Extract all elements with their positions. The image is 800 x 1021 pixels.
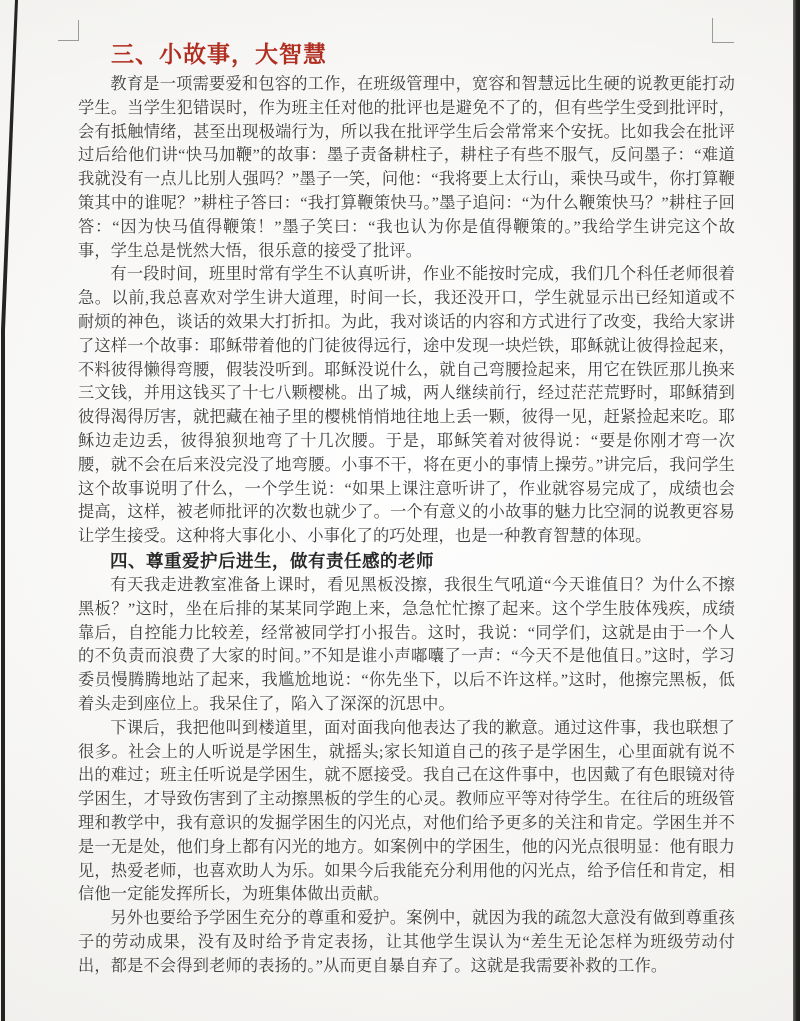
page-left-edge [0, 0, 24, 1021]
section-heading-4: 四、尊重爱护后进生，做有责任感的老师 [110, 550, 434, 571]
page-right-edge [793, 0, 800, 1021]
paragraph: 下课后，我把他叫到楼道里，面对面我向他表达了我的歉意。通过这件事，我也联想了很多。社会上的人听说是学困生，就摇头;家长知道自己的孩子是学困生，心里面就有说不出的难过；班主任听说是学困生，就不愿接受。我自己在这件事中，也因戴了有色眼镜对待学困生，才导致伤害到了主动擦黑板的学生的心灵。教师应平等对待学生。在往后的班级管理和教学中，我有意识的发掘学困生的闪光点，对他们给予更多的关注和肯定。学困生并不是一无是处，他们身上都有闪光的地方。如案例中的学困生，他的闪光点很明显：他有眼力见，热爱老师，也喜欢助人为乐。如果今后我能充分利用他的闪光点，给予信任和肯定，相信他一定能发挥所长，为班集体做出贡献。 [78, 718, 735, 904]
section-heading-3: 三、小故事，大智慧 [111, 42, 327, 67]
paragraph: 另外也要给予学困生充分的尊重和爱护。案例中，就因为我的疏忽大意没有做到尊重孩子的劳动成果，没有及时给予肯定表扬，让其他学生误认为“差生无论怎样为班级劳动付出，都是不会得到老师的表扬的。”从而更自暴自弃了。这就是我需要补救的工作。 [78, 909, 735, 975]
page-corner-mark-top-left [58, 20, 79, 41]
document-content [78, 40, 735, 978]
paragraph: 教育是一项需要爱和包容的工作，在班级管理中，宽容和智慧远比生硬的说教更能打动学生。当学生犯错误时，作为班主任对他的批评也是避免不了的，但有些学生受到批评时，会有抵触情绪，甚至出现极端行为，所以我在批评学生后会常常来个安抚。比如我会在批评过后给他们讲“快马加鞭”的故事：墨子责备耕柱子，耕柱子有些不服气，反问墨子：“难道我就没有一点儿比别人强吗？”墨子一笑，问他：“我将要上太行山，乘快马或牛，你打算鞭策其中的谁呢？”耕柱子答曰：“我打算鞭策快马。”墨子追问：“为什么鞭策快马？”耕柱子回答：“因为快马值得鞭策！”墨子笑曰：“我也认为你是值得鞭策的。”我给学生讲完这个故事，学生总是恍然大悟，很乐意的接受了批评。 [78, 75, 735, 260]
paragraph: 有一段时间，班里时常有学生不认真听讲，作业不能按时完成，我们几个科任老师很着急。以前,我总喜欢对学生讲大道理，时间一长，我还没开口，学生就显示出已经知道或不耐烦的神色，谈话的效果大打折扣。为此，我对谈话的内容和方式进行了改变，我给大家讲了这样一个故事：耶稣带着他的门徒彼得远行，途中发现一块烂铁，耶稣就让彼得捡起来，不料彼得懒得弯腰，假装没听到。耶稣没说什么，就自己弯腰捡起来，用它在铁匠那儿换来三文钱，并用这钱买了十七八颗樱桃。出了城，两人继续前行，经过茫茫荒野时，耶稣猜到彼得渴得厉害，就把藏在袖子里的樱桃悄悄地往地上丢一颗，彼得一见，赶紧捡起来吃。耶稣边走边丢，彼得狼狈地弯了十几次腰。于是，耶稣笑着对彼得说：“要是你刚才弯一次腰，就不会在后来没完没了地弯腰。小事不干，将在更小的事情上操劳。”讲完后，我问学生这个故事说明了什么，一个学生说：“如果上课注意听讲了，作业就容易完成了，成绩也会提高，这样，被老师批评的次数也就少了。一个有意义的小故事的魅力比空洞的说教更容易让学生接受。这种将大事化小、小事化了的巧处理，也是一种教育智慧的体现。 [78, 265, 735, 546]
paragraph: 有天我走进教室准备上课时，看见黑板没擦，我很生气吼道“今天谁值日？为什么不擦黑板？”这时，坐在后排的某某同学跑上来，急急忙忙擦了起来。这个学生肢体残疾，成绩靠后，自控能力比较差，经常被同学打小报告。这时，我说：“同学们，这就是由于一个人的不负责而浪费了大家的时间。”不知是谁小声嘟囔了一声：“今天不是他值日。”这时，学习委员慢腾腾地站了起来，我尴尬地说：“你先坐下，以后不许这样。”这时，他擦完黑板，低着头走到座位上。我呆住了，陷入了深深的沉思中。 [78, 575, 735, 713]
